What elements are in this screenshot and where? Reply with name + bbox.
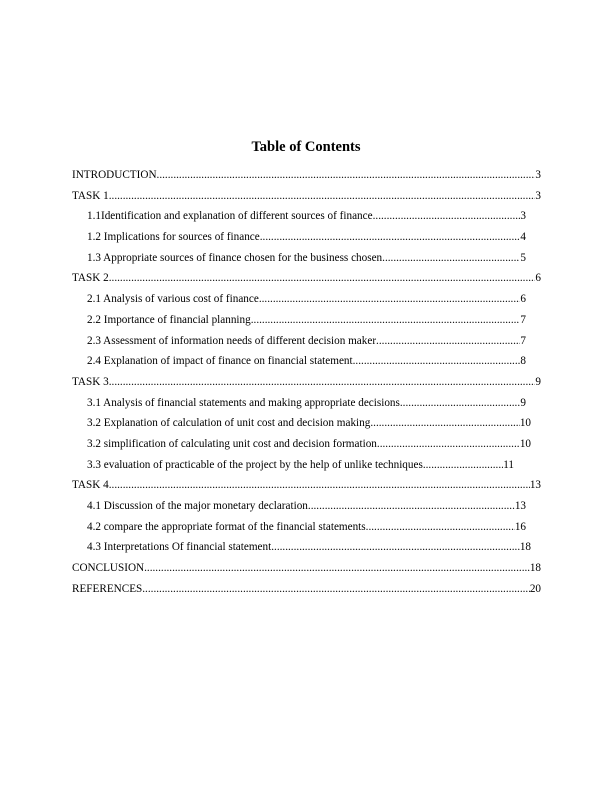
toc-entry-text: 2.4 Explanation of impact of finance on financial statement — [87, 355, 353, 368]
toc-entry[interactable] — [0, 209, 612, 230]
toc-entry[interactable] — [0, 458, 612, 479]
toc-entry[interactable] — [0, 416, 612, 437]
toc-entry-line — [72, 582, 541, 596]
toc-entry[interactable] — [0, 375, 612, 396]
toc-entry-line — [87, 230, 526, 244]
toc-entry[interactable] — [0, 168, 612, 189]
toc-entry-line — [87, 292, 526, 306]
toc-entry-line — [87, 540, 531, 554]
toc-entry-line — [87, 416, 531, 430]
toc-entry[interactable] — [0, 478, 612, 499]
toc-page-number: 7 — [520, 334, 526, 347]
toc-leader-dots — [377, 437, 520, 451]
toc-entry[interactable] — [0, 334, 612, 355]
toc-page-number: 13 — [529, 479, 541, 492]
toc-leader-dots — [260, 230, 521, 244]
toc-entry-text: TASK 4 — [72, 479, 109, 492]
toc-entry-text: 2.2 Importance of financial planning — [87, 313, 251, 326]
toc-page-number: 3 — [535, 169, 541, 181]
toc-leader-dots — [373, 209, 521, 223]
toc-page-number: 6 — [535, 272, 541, 285]
toc-leader-dots — [157, 168, 536, 182]
toc-entry[interactable] — [0, 520, 612, 541]
toc-entry[interactable] — [0, 230, 612, 251]
toc-leader-dots — [370, 416, 519, 430]
toc-entry-line — [72, 189, 541, 203]
page-title: Table of Contents — [251, 139, 361, 155]
toc-entry-line — [87, 251, 526, 265]
toc-entry-line — [87, 458, 514, 472]
toc-leader-dots — [366, 520, 515, 534]
toc-leader-dots — [376, 334, 520, 348]
toc-page-number: 18 — [529, 562, 541, 575]
toc-page-number: 13 — [514, 500, 526, 512]
toc-entry-line — [72, 561, 541, 575]
toc-page-number: 11 — [503, 458, 514, 471]
toc-page-number: 3 — [520, 210, 526, 223]
toc-page-number: 18 — [519, 541, 531, 554]
toc-entry-text: 4.2 compare the appropriate format of the financial statements — [87, 520, 366, 533]
toc-page-number: 8 — [520, 355, 526, 368]
toc-leader-dots — [109, 189, 536, 203]
toc-entry-line — [87, 334, 526, 348]
toc-entry-text: 1.2 Implications for sources of finance — [87, 231, 260, 244]
toc-entry-text: TASK 3 — [72, 375, 109, 388]
toc-page-number: 4 — [520, 231, 526, 244]
toc-entry[interactable] — [0, 561, 612, 582]
toc-entry-line — [72, 478, 541, 492]
toc-entry-line — [87, 313, 526, 327]
toc-leader-dots — [109, 375, 536, 389]
toc-entry[interactable] — [0, 540, 612, 561]
toc-leader-dots — [353, 354, 521, 368]
toc-entry-text: 2.1 Analysis of various cost of finance — [87, 293, 259, 306]
toc-page-number: 5 — [520, 251, 526, 264]
toc-entry[interactable] — [0, 499, 612, 520]
toc-entry-text: 4.3 Interpretations Of financial statement — [87, 541, 272, 554]
toc-leader-dots — [400, 396, 521, 410]
toc-leader-dots — [271, 540, 520, 554]
toc-page-number: 7 — [520, 313, 526, 326]
toc-entry[interactable] — [0, 271, 612, 292]
toc-entry[interactable] — [0, 251, 612, 272]
toc-leader-dots — [382, 251, 520, 265]
toc-entry-text: INTRODUCTION — [72, 169, 157, 181]
toc-leader-dots — [144, 561, 530, 575]
toc-page-number: 9 — [520, 396, 526, 409]
toc-page-number: 20 — [529, 582, 541, 595]
toc-leader-dots — [308, 499, 515, 513]
toc-page-number: 16 — [514, 520, 526, 533]
toc-entry-line — [72, 271, 541, 285]
toc-entry-text: CONCLUSION — [72, 562, 145, 575]
toc-entry-line — [87, 209, 526, 223]
toc-page-number: 6 — [520, 293, 526, 306]
toc-leader-dots — [109, 271, 536, 285]
toc-entry-text: 3.1 Analysis of financial statements and making appropriate decisions — [87, 396, 400, 409]
toc-entry-text: TASK 2 — [72, 272, 109, 285]
toc-entry-text: TASK 1 — [72, 189, 109, 202]
toc-page-number: 10 — [519, 437, 531, 450]
toc-entry-line — [87, 396, 526, 410]
toc-leader-dots — [109, 478, 530, 492]
toc-entry[interactable] — [0, 437, 612, 458]
toc-entry-text: 3.3 evaluation of practicable of the project by the help of unlike techniques — [87, 458, 423, 471]
toc-entry-line — [87, 520, 526, 534]
toc-entry[interactable] — [0, 582, 612, 603]
toc-leader-dots — [251, 313, 521, 327]
toc-entry[interactable] — [0, 189, 612, 210]
toc-entry[interactable] — [0, 292, 612, 313]
toc-entry-text: 4.1 Discussion of the major monetary declaration — [87, 500, 308, 512]
toc-entry[interactable] — [0, 313, 612, 334]
toc-entry-line — [87, 499, 526, 513]
table-of-contents — [0, 168, 612, 602]
toc-page-number: 9 — [535, 375, 541, 388]
toc-page-number: 3 — [535, 189, 541, 202]
toc-leader-dots — [259, 292, 521, 306]
toc-entry-text: 3.2 simplification of calculating unit cost and decision formation — [87, 437, 377, 450]
toc-entry-line — [72, 168, 541, 182]
toc-page-number: 10 — [519, 417, 531, 430]
toc-entry-text: REFERENCES — [72, 582, 143, 595]
toc-entry-text: 2.3 Assessment of information needs of different decision maker — [87, 334, 377, 347]
toc-entry-text: 1.1Identification and explanation of different sources of finance — [87, 210, 373, 223]
toc-leader-dots — [142, 582, 530, 596]
toc-entry[interactable] — [0, 396, 612, 417]
toc-leader-dots — [423, 458, 503, 472]
toc-entry-text: 3.2 Explanation of calculation of unit cost and decision making — [87, 417, 371, 430]
toc-entry-line — [72, 375, 541, 389]
toc-entry-text: 1.3 Appropriate sources of finance chosen for the business chosen — [87, 251, 383, 264]
toc-entry-line — [87, 354, 526, 368]
toc-entry[interactable] — [0, 354, 612, 375]
toc-entry-line — [87, 437, 531, 451]
